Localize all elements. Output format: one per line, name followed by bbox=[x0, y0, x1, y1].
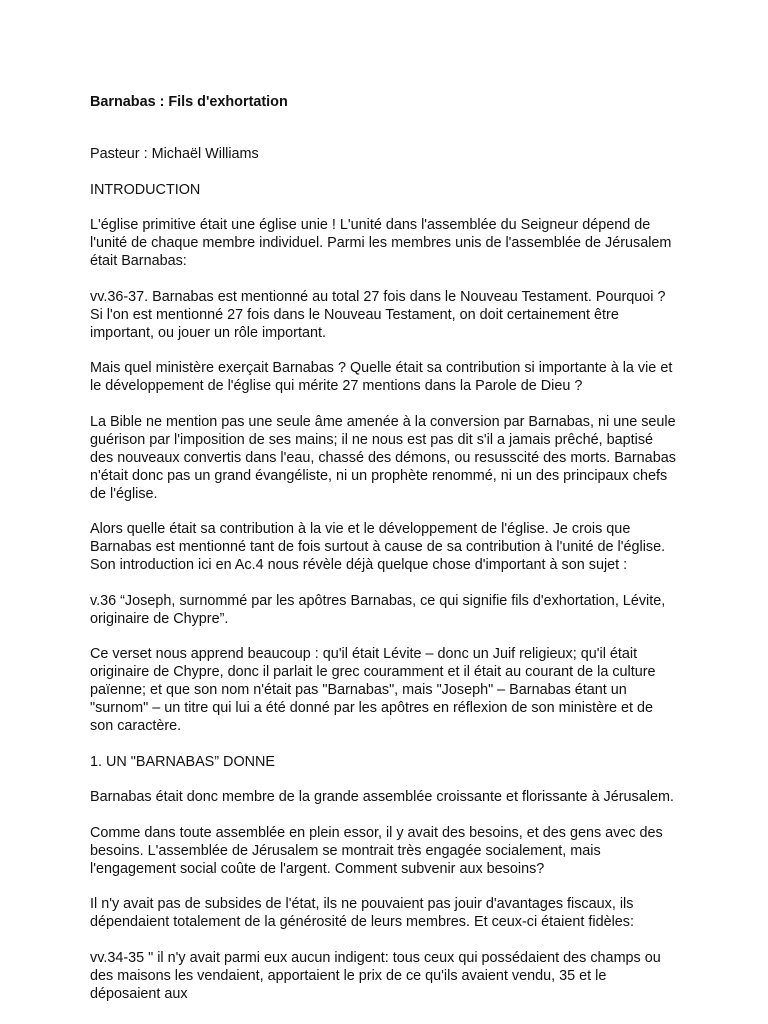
paragraph: Il n'y avait pas de subsides de l'état, ils ne pouvaient pas jouir d'avantages fiscaux, ils dépendaient totalement de la générosité de leurs membres. Et ceux-ci étaient fidèles: bbox=[90, 896, 634, 930]
paragraph: Barnabas était donc membre de la grande assemblée croissante et florissante à Jérusalem. bbox=[90, 789, 674, 805]
section-heading-introduction: INTRODUCTION bbox=[90, 181, 201, 198]
paragraph: Comme dans toute assemblée en plein essor, il y avait des besoins, et des gens avec des besoins. L'assemblée de Jérusalem se montrait très engagée socialement, mais l'engagement social coûte de l'argent. Comment subvenir aux besoins? bbox=[90, 824, 663, 877]
paragraph: L'église primitive était une église unie ! L'unité dans l'assemblée du Seigneur dépend de l'unité de chaque membre individuel. Parmi les membres unis de l'assemblée de Jérusalem était Barnabas: bbox=[90, 217, 672, 269]
paragraph: Mais quel ministère exerçait Barnabas ? Quelle était sa contribution si importante à la vie et le développement de l'église qui mérite 27 mentions dans la Parole de Dieu ? bbox=[90, 360, 673, 394]
document-body bbox=[90, 145, 680, 1020]
verse-quote: v.36 “Joseph, surnommé par les apôtres Barnabas, ce qui signifie fils d'exhortation, Lévite, originaire de Chypre”. bbox=[90, 592, 666, 627]
section-heading-barnabas-donne: 1. UN "BARNABAS” DONNE bbox=[90, 753, 276, 770]
paragraph: Alors quelle était sa contribution à la vie et le développement de l'église. Je crois que Barnabas est mentionné tant de fois surtout à cause de sa contribution à l'unité de l'église. Son introduction ici en Ac.4 nous révèle déjà quelque chose d'important à son sujet : bbox=[90, 521, 666, 573]
paragraph: La Bible ne mention pas une seule âme amenée à la conversion par Barnabas, ni une seule guérison par l'imposition de ses mains; il ne nous est pas dit s'il a jamais prêché, baptisé des nouveaux convertis dans l'eau, chassé des démons, ou resusscité des morts. Barnabas n'était donc pas un grand évangéliste, ni un prophète renommé, ni un des principaux chefs de l'église. bbox=[90, 413, 676, 502]
paragraph: vv.34-35 " il n'y avait parmi eux aucun indigent: tous ceux qui possédaient des champs ou des maisons les vendaient, apportaient le prix de ce qu'ils avaient vendu, 35 et le déposaient aux bbox=[90, 949, 661, 1002]
paragraph: vv.36-37. Barnabas est mentionné au total 27 fois dans le Nouveau Testament. Pourquoi ? Si l'on est mentionné 27 fois dans le Nouveau Testament, on doit certainement être important, ou jouer un rôle important. bbox=[90, 288, 666, 341]
pastor-line: Pasteur : Michaël Williams bbox=[90, 146, 259, 162]
paragraph: Ce verset nous apprend beaucoup : qu'il était Lévite – donc un Juif religieux; qu'il était originaire de Chypre, donc il parlait le grec couramment et il était au courant de la culture païenne; et que son nom n'était pas "Barnabas", mais "Joseph" – Barnabas étant un "surnom" – un titre qui lui a été donné par les apôtres en réflexion de son ministère et de son caractère. bbox=[90, 646, 656, 734]
document-title: Barnabas : Fils d'exhortation bbox=[90, 94, 288, 110]
